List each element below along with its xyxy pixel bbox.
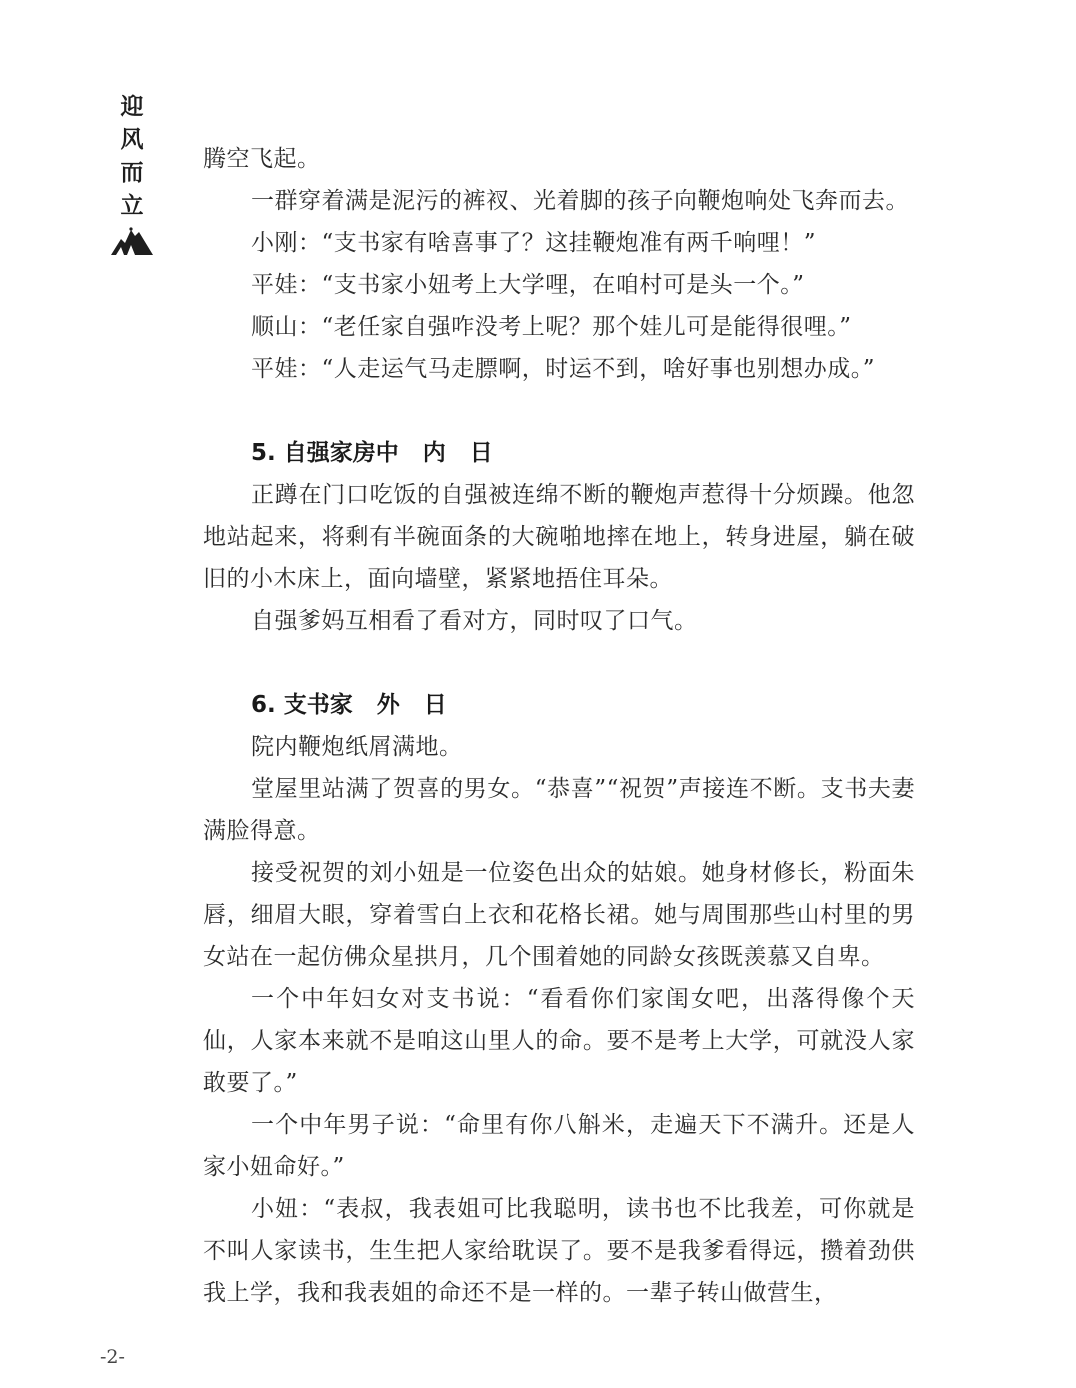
paragraph: 平娃：“支书家小妞考上大学哩，在咱村可是头一个。”: [251, 272, 805, 298]
paragraph: 腾空飞起。: [203, 146, 321, 172]
running-title: [110, 90, 154, 256]
paragraph: 一群穿着满是泥污的裤衩、光着脚的孩子向鞭炮响处飞奔而去。: [251, 188, 909, 214]
paragraph: 一个中年妇女对支书说：“看看你们家闺女吧，出落得像个天仙，人家本来就不是咱这山里人的命。要不是考上大学，可就没人家敢要了。”: [203, 986, 915, 1096]
paragraph: 小妞：“表叔，我表姐可比我聪明，读书也不比我差，可你就是不叫人家读书，生生把人家给耽误了。要不是我爹看得远，攒着劲供我上学，我和我表姐的命还不是一样的。一辈子转山做营生，: [203, 1196, 915, 1306]
scene-title: 5. 自强家房中: [251, 440, 399, 466]
paragraph: 小刚：“支书家有啥喜事了？这挂鞭炮准有两千响哩！”: [251, 230, 817, 256]
running-title-char-4: 立: [120, 192, 144, 219]
scene-heading: [203, 432, 915, 474]
scene-tag: 内: [422, 440, 446, 466]
main-text: [203, 138, 915, 1314]
scene-title: 6. 支书家: [251, 692, 353, 718]
scene-tag: 外: [376, 692, 400, 718]
paragraph: 平娃：“人走运气马走膘啊，时运不到，啥好事也别想办成。”: [251, 356, 876, 382]
page-number: -2-: [100, 1346, 125, 1368]
scene-tag: 日: [423, 692, 447, 718]
section-spacer: [203, 390, 915, 432]
scene-tag: 日: [469, 440, 493, 466]
paragraph: 接受祝贺的刘小妞是一位姿色出众的姑娘。她身材修长，粉面朱唇，细眉大眼，穿着雪白上衣和花格长裙。她与周围那些山村里的男女站在一起仿佛众星拱月，几个围着她的同龄女孩既羡慕又自卑。: [203, 860, 915, 970]
running-title-char-3: 而: [120, 159, 144, 186]
scene-heading: [203, 684, 915, 726]
paragraph: 自强爹妈互相看了看对方，同时叹了口气。: [251, 608, 698, 634]
section-spacer: [203, 642, 915, 684]
running-title-char-2: 风: [120, 126, 144, 153]
running-title-char-1: 迎: [120, 93, 144, 120]
paragraph: 正蹲在门口吃饭的自强被连绵不断的鞭炮声惹得十分烦躁。他忽地站起来，将剩有半碗面条的大碗啪地摔在地上，转身进屋，躺在破旧的小木床上，面向墙壁，紧紧地捂住耳朵。: [203, 482, 915, 592]
paragraph: 顺山：“老任家自强咋没考上呢？那个娃儿可是能得很哩。”: [251, 314, 852, 340]
paragraph: 一个中年男子说：“命里有你八斛米，走遍天下不满升。还是人家小妞命好。”: [203, 1112, 915, 1180]
mountain-logo-icon: [110, 226, 154, 256]
paragraph: 堂屋里站满了贺喜的男女。“恭喜”“祝贺”声接连不断。支书夫妻满脸得意。: [203, 776, 915, 844]
paragraph: 院内鞭炮纸屑满地。: [251, 734, 463, 760]
